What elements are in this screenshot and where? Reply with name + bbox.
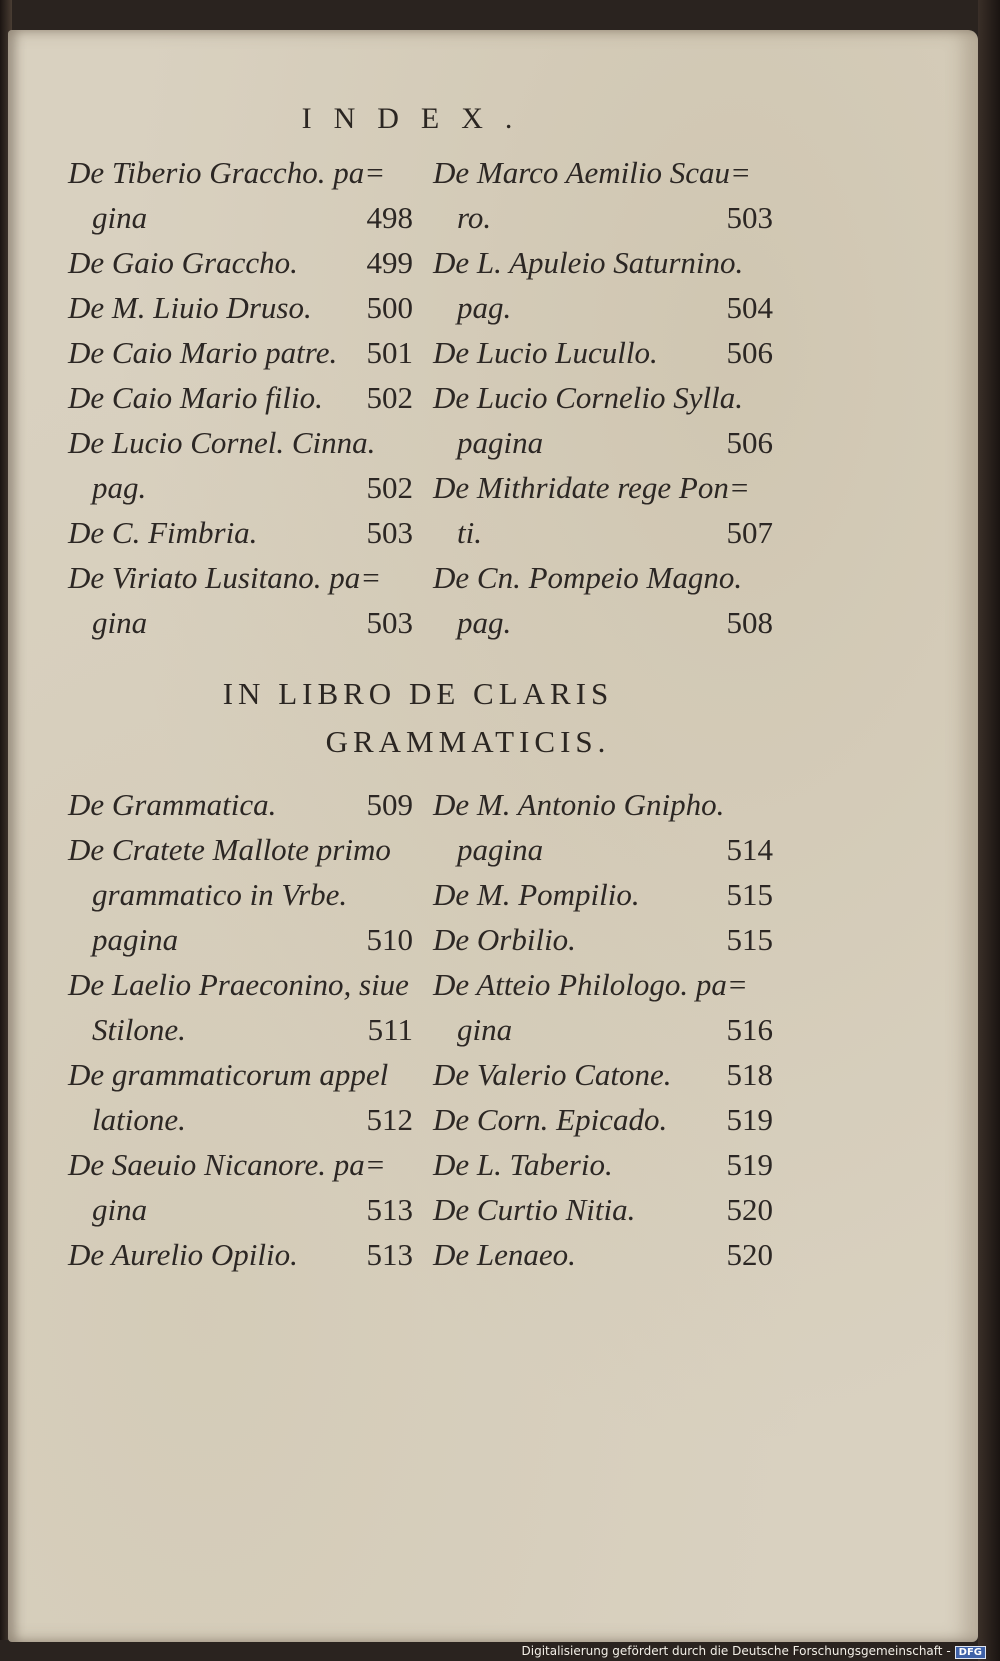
page-number: 500 <box>366 290 413 325</box>
index-entry <box>68 240 413 285</box>
index-entry <box>68 827 413 962</box>
index-entry-line <box>68 555 413 600</box>
entry-text: pagina <box>457 425 544 460</box>
index-entry-line <box>433 375 773 420</box>
entry-text: De C. Fimbria. <box>68 515 258 550</box>
index-entry-line <box>68 1232 413 1277</box>
page-number: 513 <box>366 1237 413 1272</box>
page-number: 512 <box>366 1102 413 1137</box>
index-entry-line <box>433 1232 773 1277</box>
index-entry <box>433 1052 773 1097</box>
page-number: 515 <box>726 877 773 912</box>
index-entry-line <box>433 285 773 330</box>
index-column-right-1 <box>433 150 773 645</box>
index-column-left-2 <box>68 782 413 1277</box>
index-entry-line <box>68 195 413 240</box>
entry-text: De Lenaeo. <box>433 1237 576 1272</box>
page-number: 516 <box>726 1012 773 1047</box>
index-entry <box>433 240 773 330</box>
index-entry-line <box>68 1097 413 1142</box>
dfg-logo: DFG <box>955 1646 986 1659</box>
page-number: 520 <box>726 1237 773 1272</box>
entry-text: Stilone. <box>92 1012 186 1047</box>
page-number: 508 <box>726 605 773 640</box>
footer-text: Digitalisierung gefördert durch die Deutsche Forschungsgemeinschaft - <box>521 1644 951 1658</box>
page-number: 502 <box>366 470 413 505</box>
index-entry <box>433 465 773 555</box>
index-entry <box>68 1052 413 1142</box>
page-number: 511 <box>367 1012 413 1047</box>
index-entry <box>68 1232 413 1277</box>
entry-text: pag. <box>457 290 512 325</box>
index-entry-line <box>68 962 413 1007</box>
entry-text: De Valerio Catone. <box>433 1057 672 1092</box>
entry-text: De Corn. Epicado. <box>433 1102 668 1137</box>
entry-text: grammatico in Vrbe. <box>92 877 348 912</box>
entry-text: De Mithridate rege Pon= <box>433 470 750 505</box>
index-entry <box>433 555 773 645</box>
index-entry-line <box>433 962 773 1007</box>
entry-text: De Lucio Lucullo. <box>433 335 658 370</box>
digitization-footer <box>522 1644 987 1659</box>
index-entry <box>68 782 413 827</box>
index-entry <box>433 1142 773 1187</box>
index-entry-line <box>68 1187 413 1232</box>
index-entry <box>68 375 413 420</box>
entry-text: gina <box>92 200 148 235</box>
index-entry-line <box>68 330 413 375</box>
page-number: 502 <box>366 380 413 415</box>
index-entry <box>433 375 773 465</box>
index-entry-line <box>433 330 773 375</box>
index-entry-line <box>68 600 413 645</box>
entry-text: De Caio Mario patre. <box>68 335 338 370</box>
index-entry-line <box>68 465 413 510</box>
entry-text: gina <box>92 1192 148 1227</box>
index-entry <box>433 917 773 962</box>
entry-text: De Orbilio. <box>433 922 576 957</box>
index-entry <box>433 962 773 1052</box>
index-entry <box>68 962 413 1052</box>
index-entry-line <box>68 285 413 330</box>
index-entry-line <box>68 1052 413 1097</box>
entry-text: De Cratete Mallote primo <box>68 832 391 867</box>
page-number: 503 <box>726 200 773 235</box>
entry-text: pagina <box>457 832 544 867</box>
index-entry-line <box>68 872 413 917</box>
entry-text: De Lucio Cornel. Cinna. <box>68 425 376 460</box>
index-entry-line <box>68 375 413 420</box>
index-column-right-2 <box>433 782 773 1277</box>
index-entry-line <box>433 555 773 600</box>
index-entry-line <box>433 150 773 195</box>
entry-text: De Lucio Cornelio Sylla. <box>433 380 743 415</box>
entry-text: De Tiberio Graccho. pa= <box>68 155 386 190</box>
entry-text: De Caio Mario filio. <box>68 380 323 415</box>
index-entry-line <box>433 1097 773 1142</box>
entry-text: gina <box>92 605 148 640</box>
index-entry-line <box>433 917 773 962</box>
index-entry-line <box>68 420 413 465</box>
index-entry <box>68 330 413 375</box>
index-entry <box>68 285 413 330</box>
page-number: 509 <box>366 787 413 822</box>
entry-text: De Marco Aemilio Scau= <box>433 155 751 190</box>
entry-text: De Atteio Philologo. pa= <box>433 967 748 1002</box>
index-entry-line <box>433 600 773 645</box>
page-number: 515 <box>726 922 773 957</box>
entry-text: De L. Apuleio Saturnino. <box>433 245 744 280</box>
index-entry-line <box>68 510 413 555</box>
index-entry <box>433 1187 773 1232</box>
page-number: 507 <box>726 515 773 550</box>
entry-text: gina <box>457 1012 513 1047</box>
page-number: 510 <box>366 922 413 957</box>
entry-text: De Curtio Nitia. <box>433 1192 636 1227</box>
index-entry <box>68 1142 413 1232</box>
running-head: INDEX. <box>301 102 535 135</box>
page-number: 503 <box>366 605 413 640</box>
index-entry-line <box>68 917 413 962</box>
page-number: 520 <box>726 1192 773 1227</box>
entry-text: ti. <box>457 515 482 550</box>
page-number: 519 <box>726 1102 773 1137</box>
index-entry-line <box>433 195 773 240</box>
page-number: 506 <box>726 335 773 370</box>
page-number: 503 <box>366 515 413 550</box>
page-number: 519 <box>726 1147 773 1182</box>
index-entry-line <box>433 782 773 827</box>
entry-text: pag. <box>92 470 147 505</box>
index-entry-line <box>433 1187 773 1232</box>
book-page <box>8 30 978 1642</box>
index-column-left-1 <box>68 150 413 645</box>
entry-text: De L. Taberio. <box>433 1147 613 1182</box>
index-entry-line <box>433 1142 773 1187</box>
index-entry <box>433 1232 773 1277</box>
index-entry-line <box>433 240 773 285</box>
page-right-edge <box>978 0 1000 1661</box>
index-entry <box>433 872 773 917</box>
page-number: 498 <box>366 200 413 235</box>
index-entry-line <box>433 465 773 510</box>
entry-text: De Saeuio Nicanore. pa= <box>68 1147 386 1182</box>
index-entry-line <box>68 150 413 195</box>
entry-text: De M. Liuio Druso. <box>68 290 312 325</box>
index-entry <box>433 150 773 240</box>
entry-text: pagina <box>92 922 179 957</box>
page-number: 514 <box>726 832 773 867</box>
entry-text: De M. Pompilio. <box>433 877 640 912</box>
index-entry <box>68 555 413 645</box>
page-number: 513 <box>366 1192 413 1227</box>
index-entry-line <box>68 240 413 285</box>
index-entry-line <box>433 1007 773 1052</box>
entry-text: De Cn. Pompeio Magno. <box>433 560 743 595</box>
entry-text: De Gaio Graccho. <box>68 245 298 280</box>
index-entry-line <box>68 1007 413 1052</box>
index-entry-line <box>433 510 773 555</box>
index-entry-line <box>68 827 413 872</box>
page-number: 499 <box>366 245 413 280</box>
page-number: 504 <box>726 290 773 325</box>
entry-text: De Viriato Lusitano. pa= <box>68 560 382 595</box>
index-entry <box>68 420 413 510</box>
entry-text: ro. <box>457 200 492 235</box>
entry-text: latione. <box>92 1102 186 1137</box>
index-entry-line <box>433 1052 773 1097</box>
index-entry-line <box>433 420 773 465</box>
index-entry-line <box>68 782 413 827</box>
entry-text: De grammaticorum appel <box>68 1057 389 1092</box>
index-entry <box>433 1097 773 1142</box>
entry-text: De Laelio Praeconino, siue <box>68 967 409 1002</box>
page-number: 501 <box>366 335 413 370</box>
section-title-line-1: IN LIBRO DE CLARIS <box>222 676 614 711</box>
index-entry <box>68 150 413 240</box>
page-number: 518 <box>726 1057 773 1092</box>
entry-text: De Grammatica. <box>68 787 277 822</box>
entry-text: De Aurelio Opilio. <box>68 1237 298 1272</box>
entry-text: De M. Antonio Gnipho. <box>433 787 725 822</box>
index-entry-line <box>433 872 773 917</box>
index-entry <box>433 782 773 872</box>
index-entry <box>68 510 413 555</box>
index-entry <box>433 330 773 375</box>
page-number: 506 <box>726 425 773 460</box>
entry-text: pag. <box>457 605 512 640</box>
index-entry-line <box>433 827 773 872</box>
index-entry-line <box>68 1142 413 1187</box>
section-title-line-2: GRAMMATICIS. <box>325 724 611 759</box>
